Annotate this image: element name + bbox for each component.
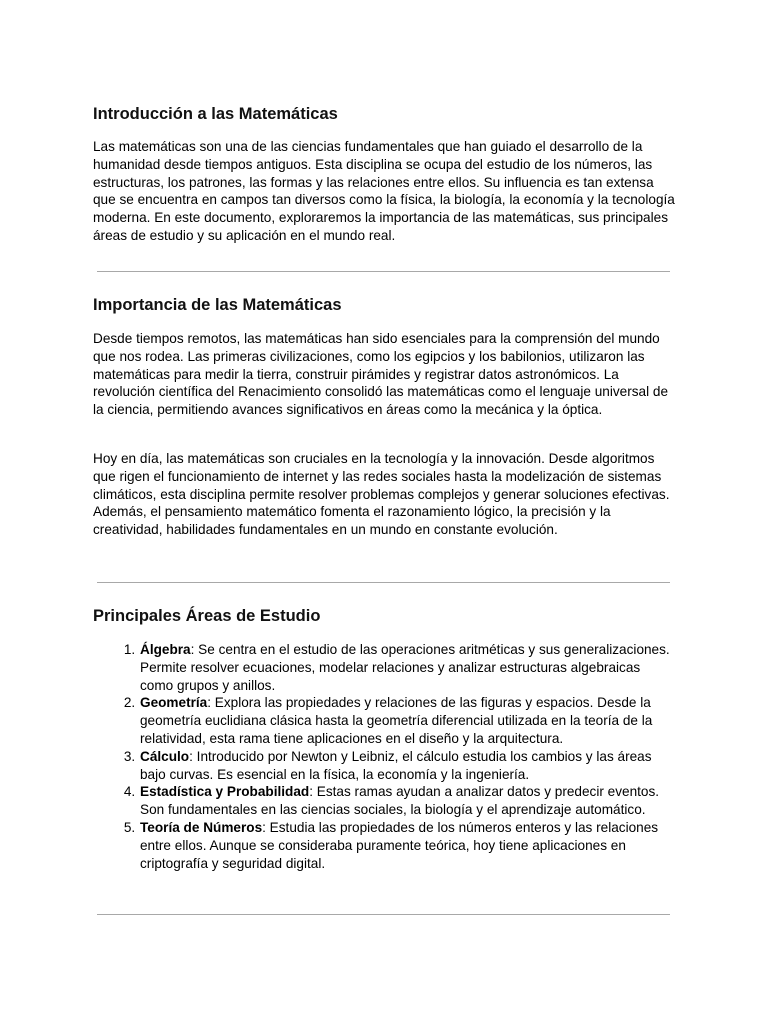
section-heading-importance: Importancia de las Matemáticas [93, 296, 342, 314]
list-item-term: Teoría de Números [140, 819, 263, 835]
list-item-term: Álgebra [140, 642, 191, 657]
intro-paragraph: Las matemáticas son una de las ciencias fundamentales que han guiado el desarrollo de la humanidad desde tiempos antiguos. Esta disciplina se ocupa del estudio de los números, las estructuras, los patrones, las formas y las relaciones entre ellos. Su influencia es tan extensa que se encuentra en campos tan diversos como la física, la biología, la economía y la tecnología moderna. En este documento, exploraremos la importancia de las matemáticas, sus principales áreas de estudio y su aplicación en el mundo real. [93, 139, 675, 243]
list-item-text: : Introducido por Newton y Leibniz, el cálculo estudia los cambios y las áreas bajo curvas. Es esencial en la física, la economía y la ingeniería. [140, 748, 652, 782]
section-divider [97, 914, 670, 915]
section-heading-intro: Introducción a las Matemáticas [93, 105, 338, 123]
importance-paragraph-2: Hoy en día, las matemáticas son cruciales en la tecnología y la innovación. Desde algoritmos que rigen el funcionamiento de internet y las redes sociales hasta la modelización de sistemas climáticos, esta disciplina permite resolver problemas complejos y generar soluciones efectivas. Además, el pensamiento matemático fomenta el razonamiento lógico, la precisión y la creatividad, habilidades fundamentales en un mundo en constante evolución. [93, 451, 670, 538]
section-divider [97, 582, 670, 583]
importance-paragraph-1: Desde tiempos remotos, las matemáticas han sido esenciales para la comprensión del mundo que nos rodea. Las primeras civilizaciones, como los egipcios y los babilonios, utilizaron las matemáticas para medir la tierra, construir pirámides y registrar datos astronómicos. La revolución científica del Renacimiento consolidó las matemáticas como el lenguaje universal de la ciencia, permitiendo avances significativos en áreas como la mecánica y la óptica. [93, 331, 669, 418]
list-item-term: Cálculo [140, 748, 190, 764]
list-item-text: : Estudia las propiedades de los números enteros y las relaciones entre ellos. Aunque se consideraba puramente teórica, hoy tiene aplicaciones en criptografía y seguridad digital. [140, 819, 659, 871]
list-item-text: : Se centra en el estudio de las operaciones aritméticas y sus generalizaciones. Permite resolver ecuaciones, modelar relaciones y analizar estructuras algebraicas como grupos y anillos. [140, 642, 670, 693]
section-divider [97, 271, 670, 272]
list-item-text: : Estas ramas ayudan a analizar datos y predecir eventos. Son fundamentales en las ciencias sociales, la biología y el aprendizaje automático. [140, 784, 660, 818]
list-item [139, 641, 675, 694]
list-item [139, 748, 675, 784]
list-item [139, 783, 675, 819]
list-item-term: Estadística y Probabilidad [140, 784, 310, 800]
list-item-term: Geometría [140, 695, 208, 711]
section-heading-areas: Principales Áreas de Estudio [93, 607, 321, 625]
list-item-text: : Explora las propiedades y relaciones de las figuras y espacios. Desde la geometría euclidiana clásica hasta la geometría diferencial utilizada en la teoría de la relatividad, esta rama tiene aplicaciones en el diseño y la arquitectura. [140, 695, 653, 746]
list-item [139, 819, 675, 872]
areas-list [93, 641, 675, 872]
list-item [139, 694, 675, 747]
